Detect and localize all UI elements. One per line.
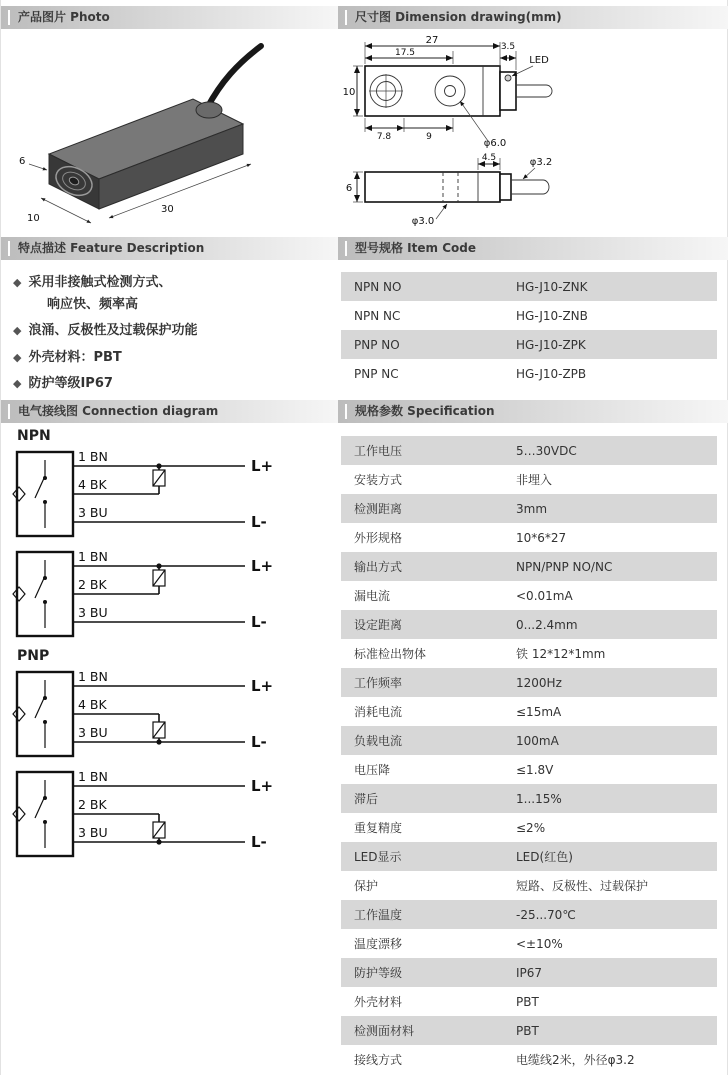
terminal-lplus: L+ — [251, 677, 274, 695]
feature-text: 响应快、频率高 — [47, 296, 139, 312]
dim-7-8-label: 7.8 — [376, 132, 392, 142]
spec-label: 消耗电流 — [354, 705, 403, 719]
wiring-diagram-pnp-1 — [11, 666, 311, 762]
wire-label-bu: 3 BU — [78, 605, 108, 620]
photo-section-header: 产品图片 Photo — [1, 6, 338, 29]
photo-dim-width-label: 10 — [27, 213, 40, 224]
spec-row — [341, 755, 717, 784]
spec-row — [341, 436, 717, 465]
dim-hole-dia-label: φ6.0 — [483, 138, 507, 149]
dim-10-label: 10 — [343, 87, 356, 98]
spec-label: 工作温度 — [354, 908, 403, 922]
spec-value: NPN/PNP NO/NC — [516, 559, 613, 574]
spec-value: ≤2% — [516, 820, 546, 835]
spec-value: 铁 12*12*1mm — [516, 647, 606, 661]
specification-table — [341, 436, 717, 1074]
spec-label: 工作电压 — [354, 444, 403, 458]
item-code: HG-J10-ZPB — [516, 366, 587, 381]
terminal-lplus: L+ — [251, 557, 274, 575]
photo-dim-length-label: 30 — [161, 204, 174, 215]
item-code: HG-J10-ZNK — [516, 279, 588, 294]
side-view-outline — [365, 172, 549, 202]
spec-label: 安装方式 — [354, 473, 403, 487]
wiring-diagram-npn-2 — [11, 546, 311, 642]
spec-row — [341, 465, 717, 494]
spec-label: 滞后 — [354, 792, 379, 806]
feature-text: 外壳材料：PBT — [28, 349, 122, 365]
terminal-lplus: L+ — [251, 457, 274, 475]
diamond-bullet-icon: ◆ — [13, 324, 22, 338]
spec-label: LED显示 — [354, 850, 402, 864]
dim-cable-dia-label: φ3.2 — [529, 157, 553, 168]
feature-item-continuation — [47, 296, 335, 314]
feature-item — [13, 349, 335, 367]
feature-section-header: 特点描述 Feature Description — [1, 237, 338, 260]
terminal-lminus: L- — [251, 733, 267, 751]
wire-label-bu: 3 BU — [78, 825, 108, 840]
diamond-bullet-icon: ◆ — [13, 350, 22, 364]
spec-label: 重复精度 — [354, 821, 403, 835]
spec-row — [341, 1045, 717, 1074]
proximity-symbol-icon — [13, 707, 25, 721]
spec-row — [341, 842, 717, 871]
spec-value: <0.01mA — [516, 588, 573, 603]
terminal-lminus: L- — [251, 513, 267, 531]
diamond-bullet-icon: ◆ — [13, 276, 22, 289]
spec-value: 10*6*27 — [516, 530, 567, 545]
specification-section-header: 规格参数 Specification — [338, 400, 728, 423]
dim-4-5-label: 4.5 — [481, 153, 497, 163]
dim-27-label: 27 — [425, 35, 439, 46]
wire-label-bn: 1 BN — [78, 669, 108, 684]
dim-hole-side-label: φ3.0 — [411, 216, 435, 227]
pnp-label: PNP — [17, 648, 50, 664]
spec-row — [341, 668, 717, 697]
spec-label: 温度漂移 — [354, 937, 403, 951]
spec-label: 设定距离 — [354, 618, 403, 632]
feature-item — [13, 274, 335, 292]
feature-item — [13, 322, 335, 340]
diamond-bullet-icon: ◆ — [13, 377, 22, 391]
spec-value: PBT — [516, 994, 539, 1009]
spec-row — [341, 929, 717, 958]
led-indicator — [505, 75, 511, 81]
spec-label: 保护 — [354, 879, 379, 893]
photo-dim-height-label: 6 — [19, 156, 26, 167]
sensor-box — [13, 452, 73, 536]
spec-label: 接线方式 — [354, 1053, 403, 1067]
spec-value: ≤1.8V — [516, 762, 554, 777]
spec-value: 短路、反极性、过载保护 — [516, 879, 649, 893]
wire-label-bn: 1 BN — [78, 449, 108, 464]
spec-value: LED(红色) — [516, 850, 573, 864]
item-code-row — [341, 301, 717, 330]
spec-row — [341, 523, 717, 552]
top-view-outline — [365, 66, 552, 116]
spec-value: 1200Hz — [516, 675, 562, 690]
dim-6-label: 6 — [345, 183, 353, 194]
spec-value: 电缆线2米，外径φ3.2 — [516, 1053, 635, 1067]
item-code-row — [341, 272, 717, 301]
dimension-drawing — [343, 34, 728, 234]
spec-value: 5…30VDC — [516, 443, 577, 458]
item-code: HG-J10-ZNB — [516, 308, 588, 323]
spec-label: 检测面材料 — [354, 1024, 415, 1038]
item-type: PNP NO — [354, 337, 400, 352]
spec-row — [341, 552, 717, 581]
spec-label: 工作频率 — [354, 676, 403, 690]
spec-label: 电压降 — [354, 763, 391, 777]
spec-row — [341, 958, 717, 987]
spec-row — [341, 784, 717, 813]
product-photo — [11, 36, 336, 232]
spec-value: 非埋入 — [516, 473, 553, 487]
spec-row — [341, 871, 717, 900]
item-type: NPN NO — [354, 279, 402, 294]
wire-label-bk: 4 BK — [78, 697, 107, 712]
spec-label: 负载电流 — [354, 734, 403, 748]
sensor-box — [13, 772, 73, 856]
terminal-lminus: L- — [251, 833, 267, 851]
spec-row — [341, 813, 717, 842]
spec-label: 标准检出物体 — [354, 647, 427, 661]
section-header-row-2 — [1, 237, 728, 260]
spec-label: 输出方式 — [354, 560, 403, 574]
spec-row — [341, 726, 717, 755]
led-label: LED — [529, 55, 549, 66]
dimension-drawing-svg — [343, 34, 728, 234]
wiring-diagram-pnp-2 — [11, 766, 311, 862]
spec-value: 0...2.4mm — [516, 617, 578, 632]
wiring-diagram-npn-1 — [11, 446, 311, 542]
feature-text: 采用非接触式检测方式、 — [28, 275, 172, 290]
item-code-row — [341, 359, 717, 388]
spec-value: IP67 — [516, 965, 543, 980]
sensor-box — [13, 672, 73, 756]
item-type: PNP NC — [354, 366, 399, 381]
proximity-symbol-icon — [13, 807, 25, 821]
spec-row — [341, 697, 717, 726]
proximity-symbol-icon — [13, 587, 25, 601]
feature-text: 浪涌、反极性及过载保护功能 — [28, 323, 198, 339]
spec-value: 3mm — [516, 501, 548, 516]
spec-row — [341, 581, 717, 610]
connection-diagrams — [11, 428, 336, 866]
spec-value: ≤15mA — [516, 704, 562, 719]
feature-list — [13, 274, 335, 402]
dim-17-5-label: 17.5 — [394, 48, 416, 58]
wire-label-bk: 2 BK — [78, 577, 107, 592]
spec-row — [341, 1016, 717, 1045]
item-code-section-header: 型号规格 Item Code — [338, 237, 728, 260]
sensor-cable — [207, 46, 261, 108]
product-photo-drawing — [11, 36, 336, 232]
item-code: HG-J10-ZPK — [516, 337, 586, 352]
section-header-row-1 — [1, 6, 728, 29]
spec-row — [341, 610, 717, 639]
spec-row — [341, 987, 717, 1016]
item-code-table — [341, 272, 717, 388]
spec-label: 外形规格 — [354, 531, 403, 545]
sensor-body — [49, 99, 243, 209]
npn-label: NPN — [17, 428, 51, 444]
dim-9-label: 9 — [426, 132, 432, 142]
spec-label: 外壳材料 — [354, 995, 403, 1009]
spec-label: 漏电流 — [354, 589, 391, 603]
wire-label-bk: 4 BK — [78, 477, 107, 492]
terminal-lminus: L- — [251, 613, 267, 631]
connection-section-header: 电气接线图 Connection diagram — [1, 400, 338, 423]
spec-row — [341, 639, 717, 668]
wire-label-bu: 3 BU — [78, 725, 108, 740]
proximity-symbol-icon — [13, 487, 25, 501]
wire-label-bu: 3 BU — [78, 505, 108, 520]
spec-value: 100mA — [516, 733, 559, 748]
item-code-row — [341, 330, 717, 359]
wire-label-bn: 1 BN — [78, 769, 108, 784]
spec-value: <±10% — [516, 936, 563, 951]
dimension-section-header: 尺寸图 Dimension drawing(mm) — [338, 6, 728, 29]
section-header-row-3 — [1, 400, 728, 423]
spec-label: 防护等级 — [354, 966, 403, 980]
feature-text: 防护等级IP67 — [28, 376, 113, 392]
spec-value: 1...15% — [516, 791, 562, 806]
terminal-lplus: L+ — [251, 777, 274, 795]
spec-value: PBT — [516, 1023, 539, 1038]
spec-value: -25...70℃ — [516, 907, 576, 922]
wire-label-bk: 2 BK — [78, 797, 107, 812]
dim-3-5-label: 3.5 — [500, 42, 516, 52]
spec-row — [341, 494, 717, 523]
sensor-box — [13, 552, 73, 636]
spec-label: 检测距离 — [354, 502, 403, 516]
item-type: NPN NC — [354, 308, 401, 323]
feature-item — [13, 375, 335, 393]
spec-row — [341, 900, 717, 929]
wire-label-bn: 1 BN — [78, 549, 108, 564]
